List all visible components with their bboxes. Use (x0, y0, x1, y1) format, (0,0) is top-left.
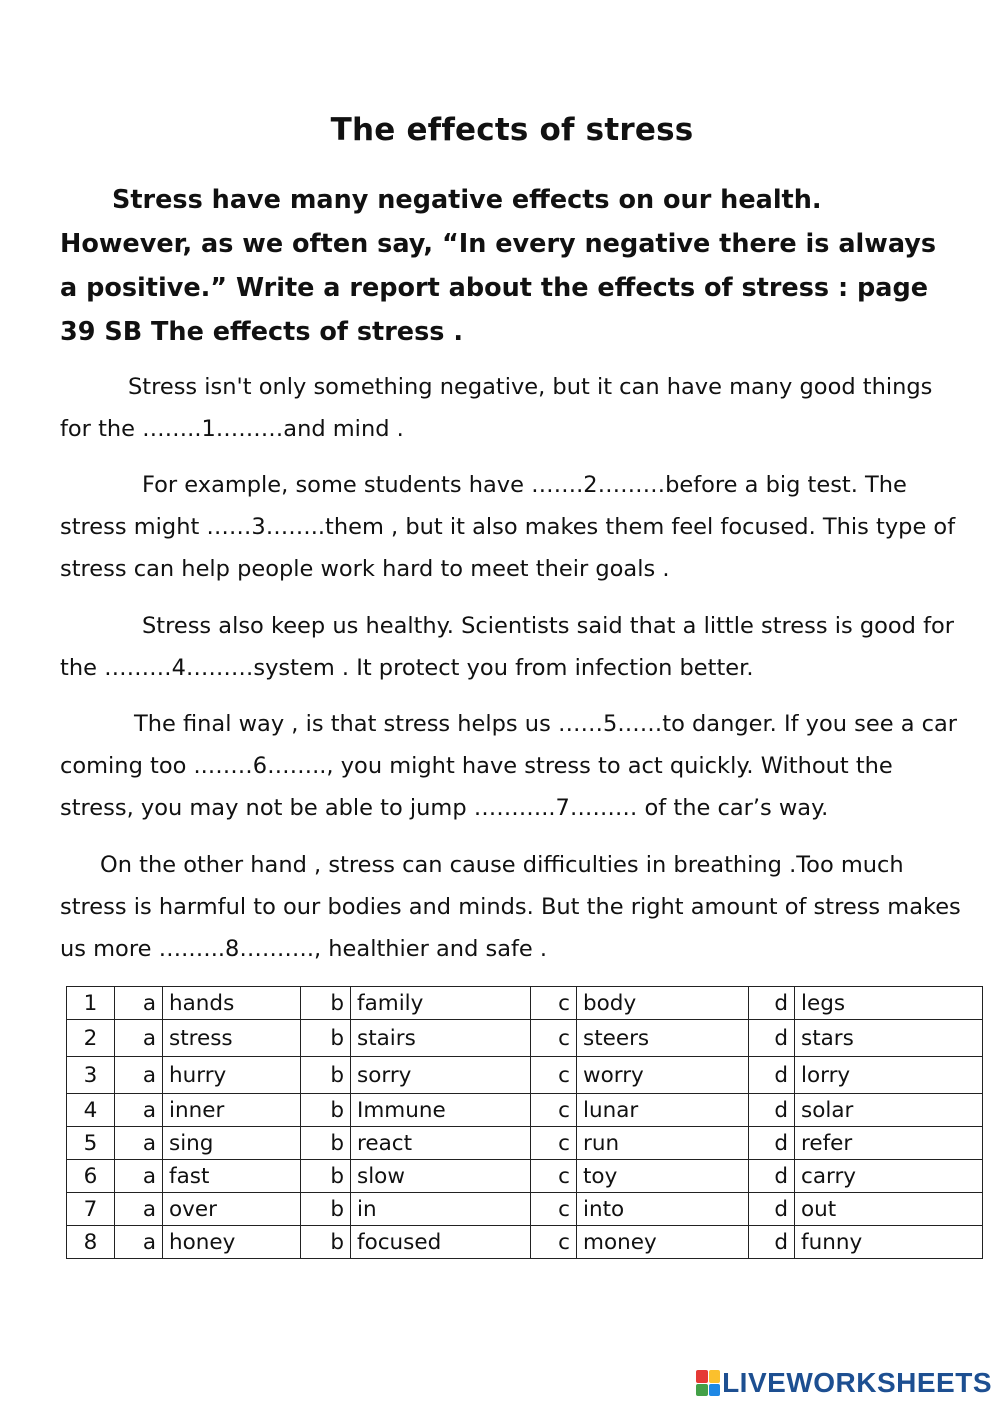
option-c: money (577, 1226, 749, 1259)
logo-square-red (696, 1370, 708, 1383)
option-c: body (577, 987, 749, 1020)
option-b: stairs (351, 1020, 531, 1057)
option-c: toy (577, 1160, 749, 1193)
option-row-6 (67, 1160, 983, 1193)
option-letter-c: c (531, 1127, 577, 1160)
paragraph-5-text: On the other hand , stress can cause difficulties in breathing .Too much stress is harmful to our bodies and minds. But the right amount of stress makes us more ….…..8………., healthier and safe . (60, 852, 961, 962)
option-letter-a: a (115, 1020, 163, 1057)
intro-text: Stress have many negative effects on our health. However, as we often say, “In every negative there is always a positive.” Write a report about the effects of stress : page 39 SB The effects of stress . (60, 185, 937, 347)
option-letter-b: b (301, 1127, 351, 1160)
option-row-7 (67, 1193, 983, 1226)
answer-options-table (66, 986, 983, 1259)
logo-square-green (696, 1384, 708, 1397)
option-letter-a: a (115, 1160, 163, 1193)
option-letter-c: c (531, 1094, 577, 1127)
option-letter-b: b (301, 1193, 351, 1226)
option-b: react (351, 1127, 531, 1160)
option-letter-b: b (301, 1020, 351, 1057)
question-number: 5 (67, 1127, 115, 1160)
option-row-1 (67, 987, 983, 1020)
option-letter-d: d (749, 1160, 795, 1193)
liveworksheets-logo-icon (696, 1370, 720, 1396)
option-letter-c: c (531, 1193, 577, 1226)
option-a: hurry (163, 1057, 301, 1094)
option-row-8 (67, 1226, 983, 1259)
intro-instructions (60, 178, 950, 354)
option-d: solar (795, 1094, 983, 1127)
option-c: lunar (577, 1094, 749, 1127)
question-number: 3 (67, 1057, 115, 1094)
option-letter-b: b (301, 987, 351, 1020)
paragraph-2-text: For example, some students have …….2………before a big test. The stress might ……3……..them , but it also makes them feel focused. This type of stress can help people work hard to meet their goals . (60, 472, 956, 582)
paragraph-3-text: Stress also keep us healthy. Scientists said that a little stress is good for the ………4………system . It protect you from infection better. (60, 613, 955, 681)
option-letter-c: c (531, 987, 577, 1020)
option-d: funny (795, 1226, 983, 1259)
option-letter-d: d (749, 1057, 795, 1094)
option-d: lorry (795, 1057, 983, 1094)
option-c: worry (577, 1057, 749, 1094)
liveworksheets-brand (696, 1367, 992, 1399)
option-a: stress (163, 1020, 301, 1057)
option-letter-a: a (115, 1094, 163, 1127)
option-letter-a: a (115, 1057, 163, 1094)
option-row-3 (67, 1057, 983, 1094)
option-letter-a: a (115, 1127, 163, 1160)
logo-square-blue (709, 1384, 721, 1397)
option-c: into (577, 1193, 749, 1226)
option-letter-d: d (749, 1193, 795, 1226)
option-a: honey (163, 1226, 301, 1259)
question-number: 6 (67, 1160, 115, 1193)
option-b: focused (351, 1226, 531, 1259)
option-a: sing (163, 1127, 301, 1160)
option-a: fast (163, 1160, 301, 1193)
option-letter-b: b (301, 1094, 351, 1127)
option-letter-d: d (749, 1020, 795, 1057)
option-c: run (577, 1127, 749, 1160)
option-letter-b: b (301, 1057, 351, 1094)
question-number: 4 (67, 1094, 115, 1127)
option-b: in (351, 1193, 531, 1226)
option-a: over (163, 1193, 301, 1226)
option-b: Immune (351, 1094, 531, 1127)
option-letter-d: d (749, 1226, 795, 1259)
option-c: steers (577, 1020, 749, 1057)
option-letter-d: d (749, 1127, 795, 1160)
question-number: 7 (67, 1193, 115, 1226)
option-b: slow (351, 1160, 531, 1193)
option-d: stars (795, 1020, 983, 1057)
option-d: out (795, 1193, 983, 1226)
option-row-5 (67, 1127, 983, 1160)
page-title: The effects of stress (330, 112, 694, 148)
option-a: hands (163, 987, 301, 1020)
paragraph-1-text: Stress isn't only something negative, but it can have many good things for the ……..1………and mind . (60, 374, 933, 442)
brand-text: LIVEWORKSHEETS (722, 1367, 992, 1398)
paragraph-3 (60, 605, 965, 689)
option-letter-c: c (531, 1057, 577, 1094)
option-letter-b: b (301, 1160, 351, 1193)
option-d: legs (795, 987, 983, 1020)
option-row-4 (67, 1094, 983, 1127)
option-letter-a: a (115, 1226, 163, 1259)
paragraph-1 (60, 366, 965, 450)
option-letter-c: c (531, 1020, 577, 1057)
option-a: inner (163, 1094, 301, 1127)
logo-square-yellow (709, 1370, 721, 1383)
option-letter-c: c (531, 1160, 577, 1193)
option-b: family (351, 987, 531, 1020)
paragraph-4 (60, 703, 965, 829)
paragraph-5 (60, 844, 965, 970)
option-letter-a: a (115, 1193, 163, 1226)
option-letter-d: d (749, 1094, 795, 1127)
question-number: 8 (67, 1226, 115, 1259)
option-row-2 (67, 1020, 983, 1057)
question-number: 1 (67, 987, 115, 1020)
option-letter-c: c (531, 1226, 577, 1259)
option-d: carry (795, 1160, 983, 1193)
option-b: sorry (351, 1057, 531, 1094)
option-letter-d: d (749, 987, 795, 1020)
question-number: 2 (67, 1020, 115, 1057)
paragraph-2 (60, 464, 965, 590)
option-letter-b: b (301, 1226, 351, 1259)
option-letter-a: a (115, 987, 163, 1020)
paragraph-4-text: The final way , is that stress helps us ……5……to danger. If you see a car coming too ..……6…….., you might have stress to act quickly. Without the stress, you may not be able to jump ………..7……… of the car’s way. (60, 711, 958, 821)
option-d: refer (795, 1127, 983, 1160)
